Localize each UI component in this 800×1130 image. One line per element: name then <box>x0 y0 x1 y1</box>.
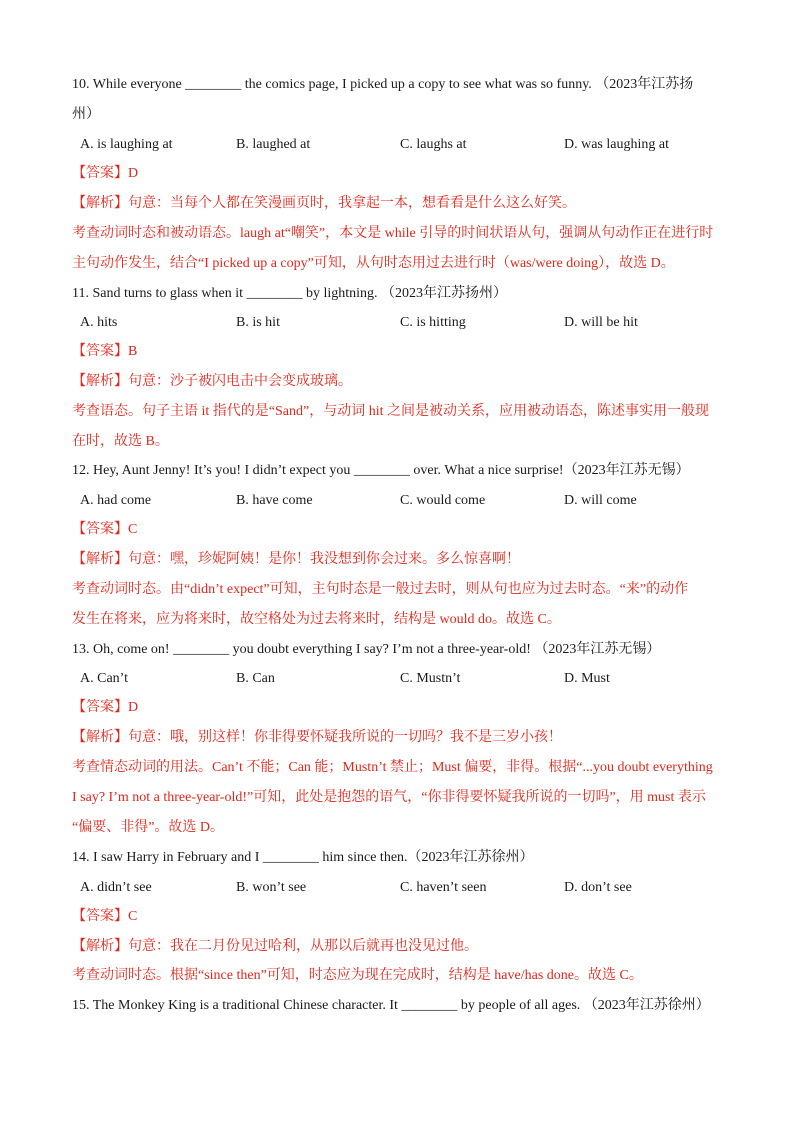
q12-analysis-1: 【解析】句意：嘿，珍妮阿姨！是你！我没想到你会过来。多么惊喜啊！ <box>72 552 520 567</box>
q12-option-b: B. have come <box>236 493 313 508</box>
q10-option-b: B. laughed at <box>236 137 311 152</box>
q14-analysis-1: 【解析】句意：我在二月份见过哈利，从那以后就再也没见过他。 <box>72 939 478 954</box>
q10-analysis-1: 【解析】句意：当每个人都在笑漫画页时，我拿起一本，想看看是什么这么好笑。 <box>72 196 576 211</box>
q13-option-b: B. Can <box>236 671 275 686</box>
q11-analysis-3: 在时，故选 B。 <box>72 434 169 449</box>
q13-analysis-1: 【解析】句意：哦，别这样！你非得要怀疑我所说的一切吗？我不是三岁小孩！ <box>72 730 562 745</box>
q11-answer: 【答案】B <box>72 344 138 359</box>
q14-option-d: D. don’t see <box>564 880 632 895</box>
q11-analysis-1: 【解析】句意：沙子被闪电击中会变成玻璃。 <box>72 374 352 389</box>
q10-answer: 【答案】D <box>72 166 139 181</box>
q10-option-d: D. was laughing at <box>564 137 669 152</box>
q13-answer: 【答案】D <box>72 700 139 715</box>
q13-option-d: D. Must <box>564 671 610 686</box>
q12-option-c: C. would come <box>400 493 486 508</box>
q14-option-a: A. didn’t see <box>80 880 152 895</box>
q12-analysis-3: 发生在将来，应为将来时，故空格处为过去将来时，结构是 would do。故选 C。 <box>72 612 561 627</box>
q14-analysis-2: 考查动词时态。根据“since then”可知，时态应为现在完成时，结构是 have/has done。故选 C。 <box>72 968 643 983</box>
q14-answer: 【答案】C <box>72 909 138 924</box>
question-12-stem: 12. Hey, Aunt Jenny! It’s you! I didn’t expect you ________ over. What a nice surprise!（2023年江苏无锡） <box>72 463 690 478</box>
question-13-stem: 13. Oh, come on! ________ you doubt everything I say? I’m not a three-year-old! （2023年江苏无锡） <box>72 642 661 657</box>
q13-option-a: A. Can’t <box>80 671 128 686</box>
q13-analysis-4: “偏要、非得”。故选 D。 <box>72 820 225 835</box>
question-11-stem: 11. Sand turns to glass when it ________ by lightning. （2023年江苏扬州） <box>72 286 508 301</box>
question-10-stem: 10. While everyone ________ the comics page, I picked up a copy to see what was so funny. （2023年江苏扬 <box>72 77 694 92</box>
q14-option-b: B. won’t see <box>236 880 307 895</box>
q11-option-d: D. will be hit <box>564 315 638 330</box>
q13-analysis-2: 考查情态动词的用法。Can’t 不能；Can 能；Mustn’t 禁止；Must 偏要，非得。根据“...you doubt everything <box>72 760 713 775</box>
q10-analysis-2: 考查动词时态和被动语态。laugh at“嘲笑”，本文是 while 引导的时间状语从句，强调从句动作正在进行时 <box>72 226 714 241</box>
q11-analysis-2: 考查语态。句子主语 it 指代的是“Sand”，与动词 hit 之间是被动关系，应用被动语态，陈述事实用一般现 <box>72 404 709 419</box>
question-10-stem-cont: 州） <box>72 107 100 122</box>
q12-option-a: A. had come <box>80 493 152 508</box>
q10-option-a: A. is laughing at <box>80 137 173 152</box>
question-14-stem: 14. I saw Harry in February and I ________ him since then.（2023年江苏徐州） <box>72 850 534 865</box>
q12-option-d: D. will come <box>564 493 637 508</box>
q13-option-c: C. Mustn’t <box>400 671 461 686</box>
q12-answer: 【答案】C <box>72 522 138 537</box>
q10-analysis-3: 主句动作发生，结合“I picked up a copy”可知，从句时态用过去进行时（was/were doing），故选 D。 <box>72 256 675 271</box>
q11-option-a: A. hits <box>80 315 118 330</box>
q14-option-c: C. haven’t seen <box>400 880 487 895</box>
q10-option-c: C. laughs at <box>400 137 467 152</box>
q12-analysis-2: 考查动词时态。由“didn’t expect”可知，主句时态是一般过去时，则从句也应为过去时态。“来”的动作 <box>72 582 689 597</box>
q13-analysis-3: I say? I’m not a three-year-old!”可知，此处是抱怨的语气，“你非得要怀疑我所说的一切吗”，用 must 表示 <box>72 790 706 805</box>
q11-option-b: B. is hit <box>236 315 280 330</box>
question-15-stem: 15. The Monkey King is a traditional Chinese character. It ________ by people of all ages. （2023年江苏徐州） <box>72 998 710 1013</box>
q11-option-c: C. is hitting <box>400 315 466 330</box>
